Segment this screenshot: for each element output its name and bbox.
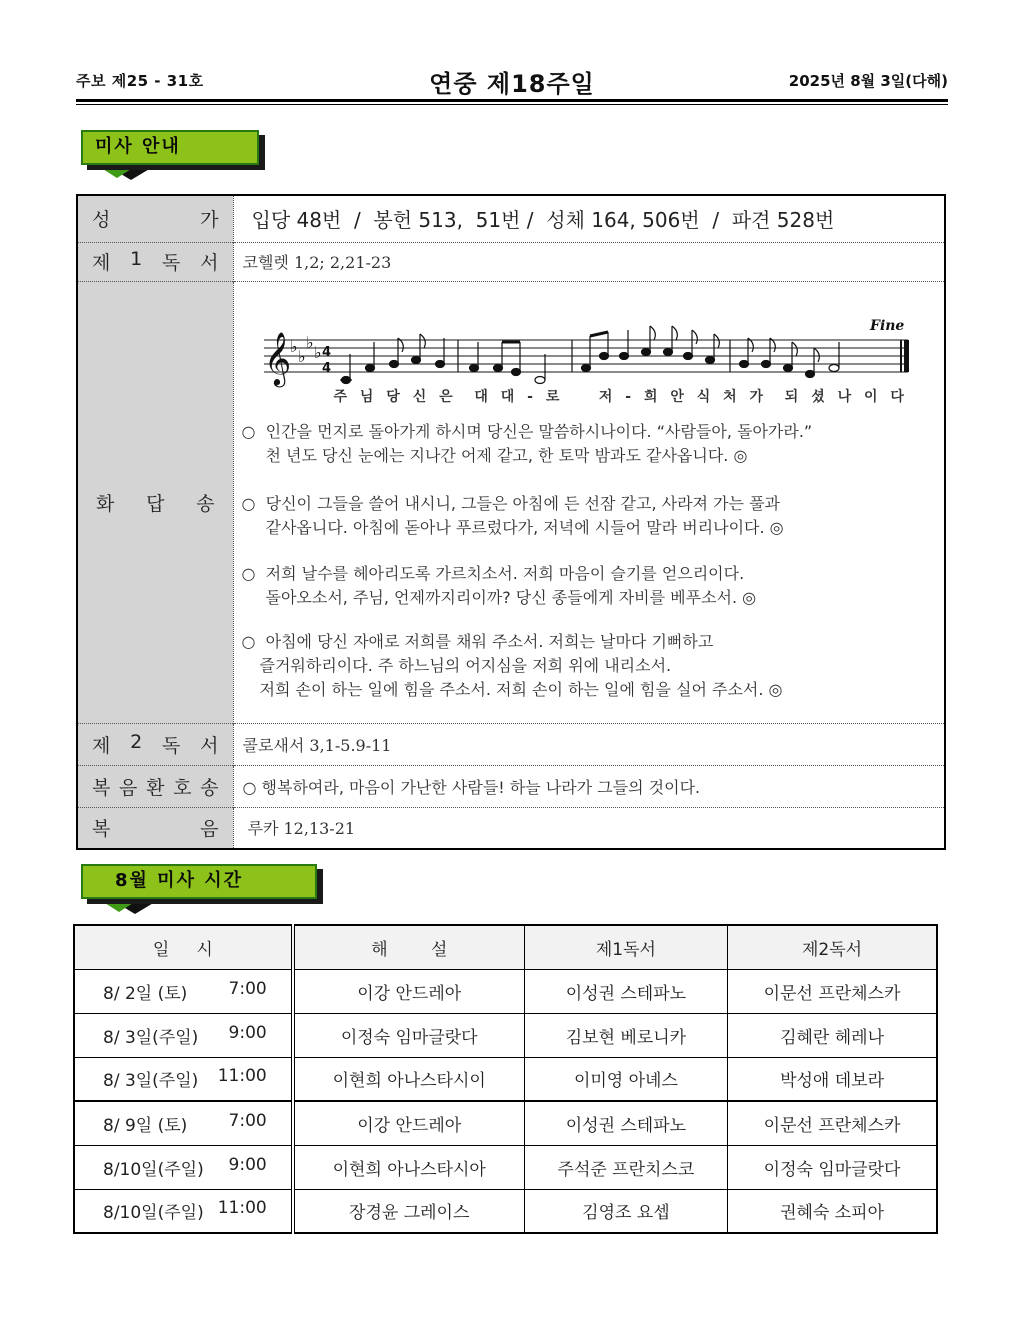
gospel-value: 루카 12,13-21 [233,807,945,849]
cell-reading2: 이문선 프란체스카 [728,969,937,1013]
cell-reading1: 주석준 프란치스코 [524,1145,727,1189]
table-row [74,1057,937,1101]
cell-reading1: 이성권 스테파노 [524,969,727,1013]
row-first-reading [77,242,945,281]
time: 7:00 [228,978,267,999]
col-header-reading1: 제1독서 [524,925,727,969]
label-char: 서 [200,252,219,274]
col-header-commentary: 해 설 [293,925,524,969]
label-first-reading [77,242,233,281]
svg-text:Fine: Fine [869,317,904,334]
header-rule-thin [76,104,948,105]
bullet-circle-icon: ○ [241,563,256,583]
score-lyrics: 주 님 당 신 은 대 대 - 로 저 - 희 안 식 처 가 되 셨 나 이 다 [333,388,908,405]
cell-commentary: 이현희 아나스타시아 [293,1145,524,1189]
verse-line: 당신이 그들을 쓸어 내시니, 그들은 아침에 든 선잠 같고, 사라져 가는 풀과 [265,493,780,513]
label-char: 서 [200,734,219,757]
table-row [74,969,937,1013]
badge-label: 8월 미사 시간 [81,864,317,899]
cell-reading1: 김보현 베로니카 [524,1013,727,1057]
verse-line: 저희 날수를 헤아리도록 가르치소서. 저희 마음이 슬기를 얻으리이다. [265,563,745,583]
label-char: 2 [130,730,143,753]
label-char: 송 [196,492,215,515]
psalm-verse-3 [242,562,757,610]
verse-line: 같사옵니다. 아침에 돋아나 푸르렀다가, 저녁에 시들어 말라 버리나이다. ◎ [265,517,784,537]
time: 9:00 [228,1022,267,1043]
verse-line: 천 년도 당신 눈에는 지나간 어제 같고, 한 토막 밤과도 같사옵니다. ◎ [265,445,748,465]
time: 11:00 [217,1066,267,1087]
label-gospel [77,807,233,849]
cell-datetime [74,1101,293,1145]
svg-text:♭: ♭ [305,332,314,352]
label-hymns [77,195,233,242]
cell-reading2: 이정숙 임마글랏다 [728,1145,937,1189]
row-gospel-acclamation [77,765,945,807]
page-title: 연중 제18주일 [429,70,595,98]
bullet-circle-icon: ○ [241,493,256,513]
cell-commentary: 이강 안드레아 [293,1101,524,1145]
cell-reading2: 김혜란 헤레나 [728,1013,937,1057]
label-char: 음 [119,776,138,799]
cell-reading2: 박성애 데보라 [728,1057,937,1101]
label-char: 음 [200,818,219,841]
label-char: 독 [161,734,181,757]
psalm-verse-1 [242,420,813,468]
table-header-row [74,925,937,969]
label-psalm [77,281,233,723]
cell-reading2: 권혜숙 소피아 [728,1189,937,1233]
second-reading-value: 콜로새서 3,1-5.9-11 [233,723,945,765]
bulletin-header [76,64,948,98]
col-header-datetime: 일 시 [74,925,293,969]
psalm-verse-2 [242,492,784,540]
cell-commentary: 이강 안드레아 [293,969,524,1013]
label-char: 1 [130,248,143,270]
verse-line: 즐거워하리이다. 주 하느님의 어지심을 저희 위에 내리소서. [259,655,672,675]
label-char: 성 [92,209,111,232]
verse-line: 아침에 당신 자애로 저희를 채워 주소서. 저희는 날마다 기뻐하고 [265,631,714,651]
row-hymns [77,195,945,242]
cell-commentary: 이정숙 임마글랏다 [293,1013,524,1057]
label-char: 답 [146,492,165,515]
time: 7:00 [228,1110,267,1131]
label-char: 호 [173,776,192,799]
cell-datetime [74,1013,293,1057]
label-char: 독 [161,252,181,274]
col-header-reading2: 제2독서 [728,925,937,969]
table-row [74,1013,937,1057]
row-psalm [77,281,945,723]
verse-line: 돌아오소서, 주님, 언제까지리이까? 당신 종들에게 자비를 베푸소서. ◎ [265,587,757,607]
table-row [74,1101,937,1145]
arrow-down-icon [97,898,141,912]
date: 8/10일(주일) [103,1203,204,1224]
cell-reading1: 김영조 요셉 [524,1189,727,1233]
verse-line: 저희 손이 하는 일에 힘을 주소서. 저희 손이 하는 일에 힘을 실어 주소서. ◎ [259,679,783,699]
row-second-reading [77,723,945,765]
cell-datetime [74,969,293,1013]
label-char: 화 [96,492,115,515]
issue-number: 주보 제25 - 31호 [76,72,204,90]
cell-reading1: 이성권 스테파노 [524,1101,727,1145]
table-row [74,1189,937,1233]
cell-reading1: 이미영 아녜스 [524,1057,727,1101]
svg-text:4: 4 [321,360,331,376]
psalm-verse-4 [242,630,783,702]
svg-text:♭: ♭ [313,342,322,362]
label-char: 복 [92,776,111,799]
arrow-down-icon [95,164,139,178]
header-rule-thick [76,99,948,102]
svg-text:♭: ♭ [297,346,306,366]
svg-text:4: 4 [321,344,331,360]
row-gospel [77,807,945,849]
date: 8/ 3일(주일) [103,1027,199,1048]
label-gospel-acclamation [77,765,233,807]
bulletin-date: 2025년 8월 3일(다해) [788,72,948,90]
label-second-reading [77,723,233,765]
date: 8/10일(주일) [103,1159,204,1180]
cell-datetime [74,1189,293,1233]
mass-schedule-table [73,924,938,1234]
label-char: 송 [200,776,219,799]
bullet-circle-icon: ○ [241,421,256,441]
table-row [74,1145,937,1189]
label-char: 가 [200,209,219,232]
badge-label: 미사 안내 [81,130,259,165]
time: 9:00 [228,1154,267,1175]
cell-commentary: 장경윤 그레이스 [293,1189,524,1233]
mass-info-table [76,194,946,850]
time: 11:00 [217,1198,267,1219]
date: 8/ 3일(주일) [103,1071,199,1092]
cell-reading2: 이문선 프란체스카 [728,1101,937,1145]
bullet-circle-icon: ○ [241,631,256,651]
label-char: 제 [92,734,111,757]
svg-text:𝄞: 𝄞 [263,330,291,385]
label-char: 제 [92,252,111,274]
date: 8/ 2일 (토) [103,983,188,1004]
first-reading-value: 코헬렛 1,2; 2,21-23 [233,242,945,281]
psalm-content [233,281,945,723]
verse-line: 인간을 먼지로 돌아가게 하시며 당신은 말씀하시나이다. “사람들아, 돌아가라.” [265,421,813,441]
svg-text:♭: ♭ [289,336,298,356]
cell-datetime [74,1057,293,1101]
label-char: 환 [146,776,165,799]
gospel-acclamation-value: ○ 행복하여라, 마음이 가난한 사람들! 하늘 나라가 그들의 것이다. [233,765,945,807]
label-char: 복 [92,818,111,841]
cell-commentary: 이현희 아나스타시이 [293,1057,524,1101]
cell-datetime [74,1145,293,1189]
hymns-value: 입당 48번 / 봉헌 513, 51번 / 성체 164, 506번 / 파견 528번 [251,208,835,233]
date: 8/ 9일 (토) [103,1115,188,1136]
